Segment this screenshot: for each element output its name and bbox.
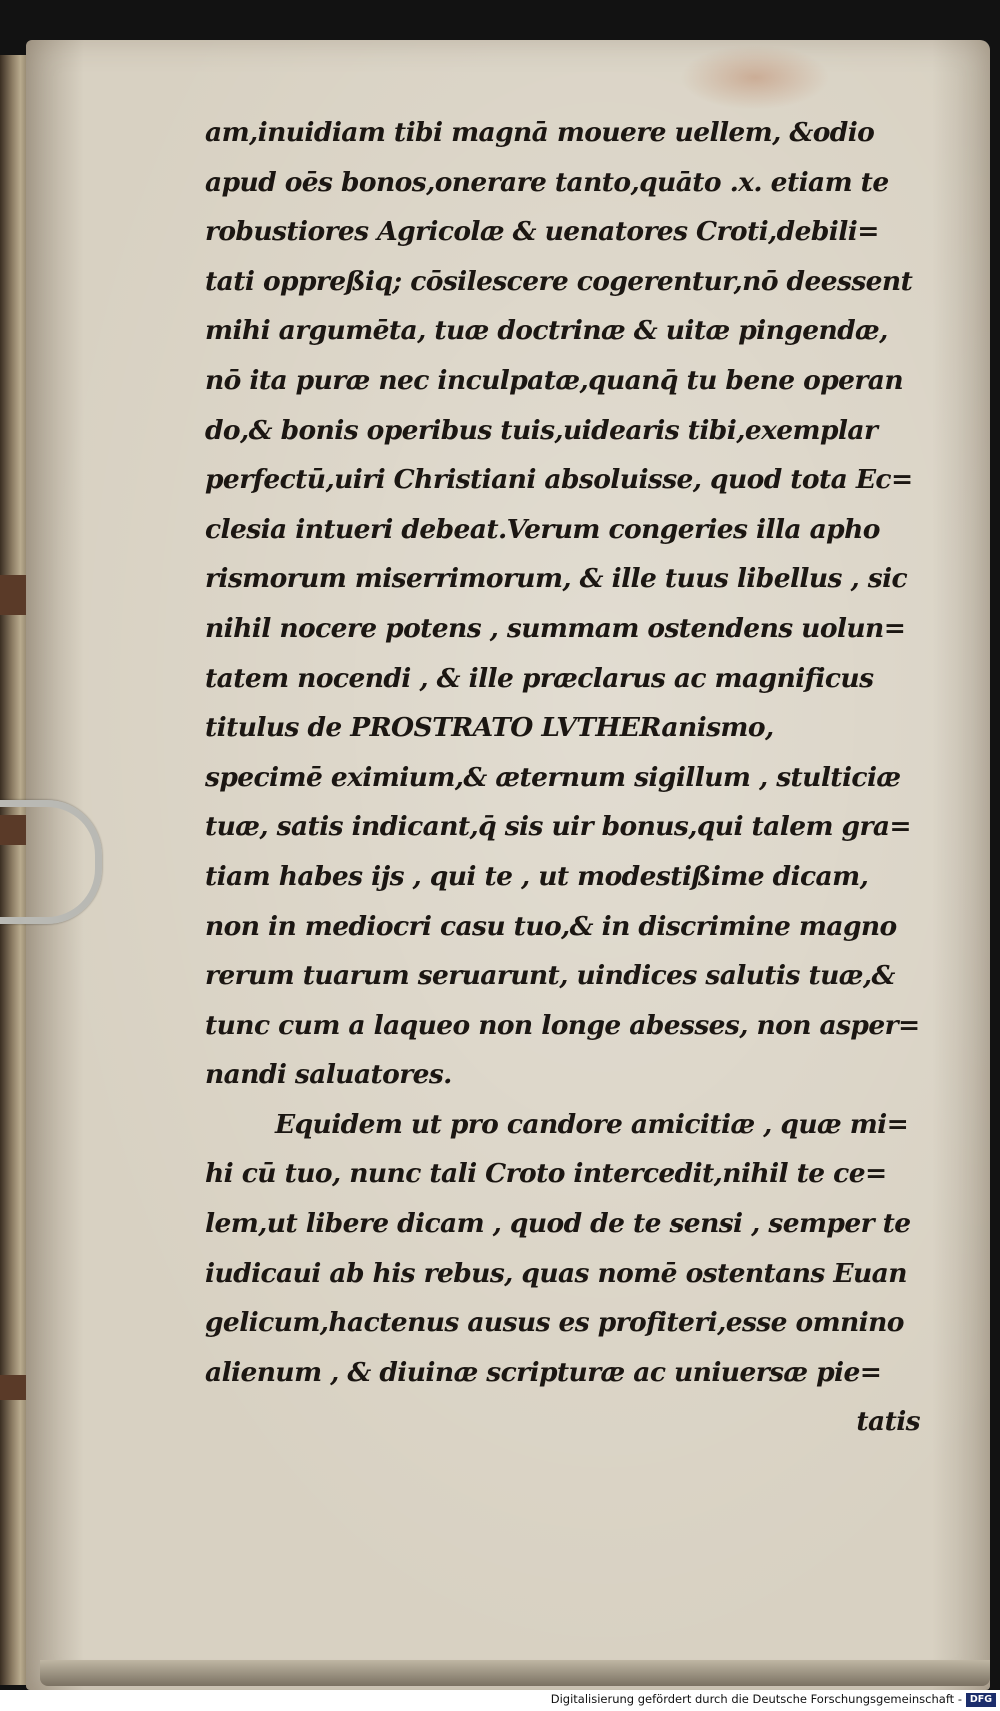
text-line: perfectū,uiri Christiani absoluisse, quod tota Ec= (205, 464, 913, 496)
text-line: nandi saluatores. (205, 1059, 452, 1091)
paper-stain (680, 45, 830, 110)
text-line: hi cū tuo, nunc tali Croto intercedit,nihil te ce= (205, 1158, 887, 1190)
text-line: nihil nocere potens , summam ostendens uolun= (205, 612, 906, 644)
text-line: alienum , & diuinæ scripturæ ac uniuersæ pie= (205, 1356, 882, 1388)
paragraph-start-line: Equidem ut pro candore amicitiæ , quæ mi= (275, 1108, 909, 1140)
dfg-logo: DFG (966, 1693, 996, 1707)
text-line: do,& bonis operibus tuis,uidearis tibi,exemplar (205, 414, 878, 446)
text-line: iudicaui ab his rebus, quas nomē ostentans Euan (205, 1257, 907, 1289)
text-line: tatem nocendi , & ille præclarus ac magnificus (205, 662, 874, 694)
text-line: mihi argumēta, tuæ doctrinæ & uitæ pingendæ, (205, 315, 888, 347)
text-line: nō ita puræ nec inculpatæ,quanq̄ tu bene operan (205, 364, 904, 396)
text-line: rismorum miserrimorum, & ille tuus libellus , sic (205, 563, 908, 595)
text-line: tati oppreßiq; cōsilescere cogerentur,nō deessent (205, 265, 913, 297)
text-line: specimē eximium,& æternum sigillum , stulticiæ (205, 761, 901, 793)
text-line: titulus de PROSTRATO LVTHERanismo, (205, 712, 774, 744)
page-clip (0, 800, 102, 924)
text-line: rerum tuarum seruarunt, uindices salutis tuæ,& (205, 960, 895, 992)
text-line: robustiores Agricolæ & uenatores Croti,debili= (205, 216, 879, 248)
text-line: clesia intueri debeat.Verum congeries illa apho (205, 513, 880, 545)
catchword: tatis (856, 1406, 920, 1438)
text-line: non in mediocri casu tuo,& in discrimine magno (205, 910, 897, 942)
text-block (205, 108, 920, 1447)
text-line: tunc cum a laqueo non longe abesses, non asper= (205, 1009, 920, 1041)
text-line: tuæ, satis indicant,q̄ sis uir bonus,qui talem gra= (205, 811, 912, 843)
footer-credit: Digitalisierung gefördert durch die Deutsche Forschungsgemeinschaft - (550, 1692, 962, 1706)
footer-bar (0, 1690, 1000, 1711)
text-line: apud oēs bonos,onerare tanto,quāto .x. etiam te (205, 166, 889, 198)
text-line: am,inuidiam tibi magnā mouere uellem, &odio (205, 117, 875, 148)
text-line: gelicum,hactenus ausus es profiteri,esse omnino (205, 1307, 904, 1339)
page-bottom-edge (40, 1660, 990, 1686)
text-line: tiam habes ijs , qui te , ut modestißime dicam, (205, 860, 869, 892)
text-line: lem,ut libere dicam , quod de te sensi , semper te (205, 1208, 911, 1240)
